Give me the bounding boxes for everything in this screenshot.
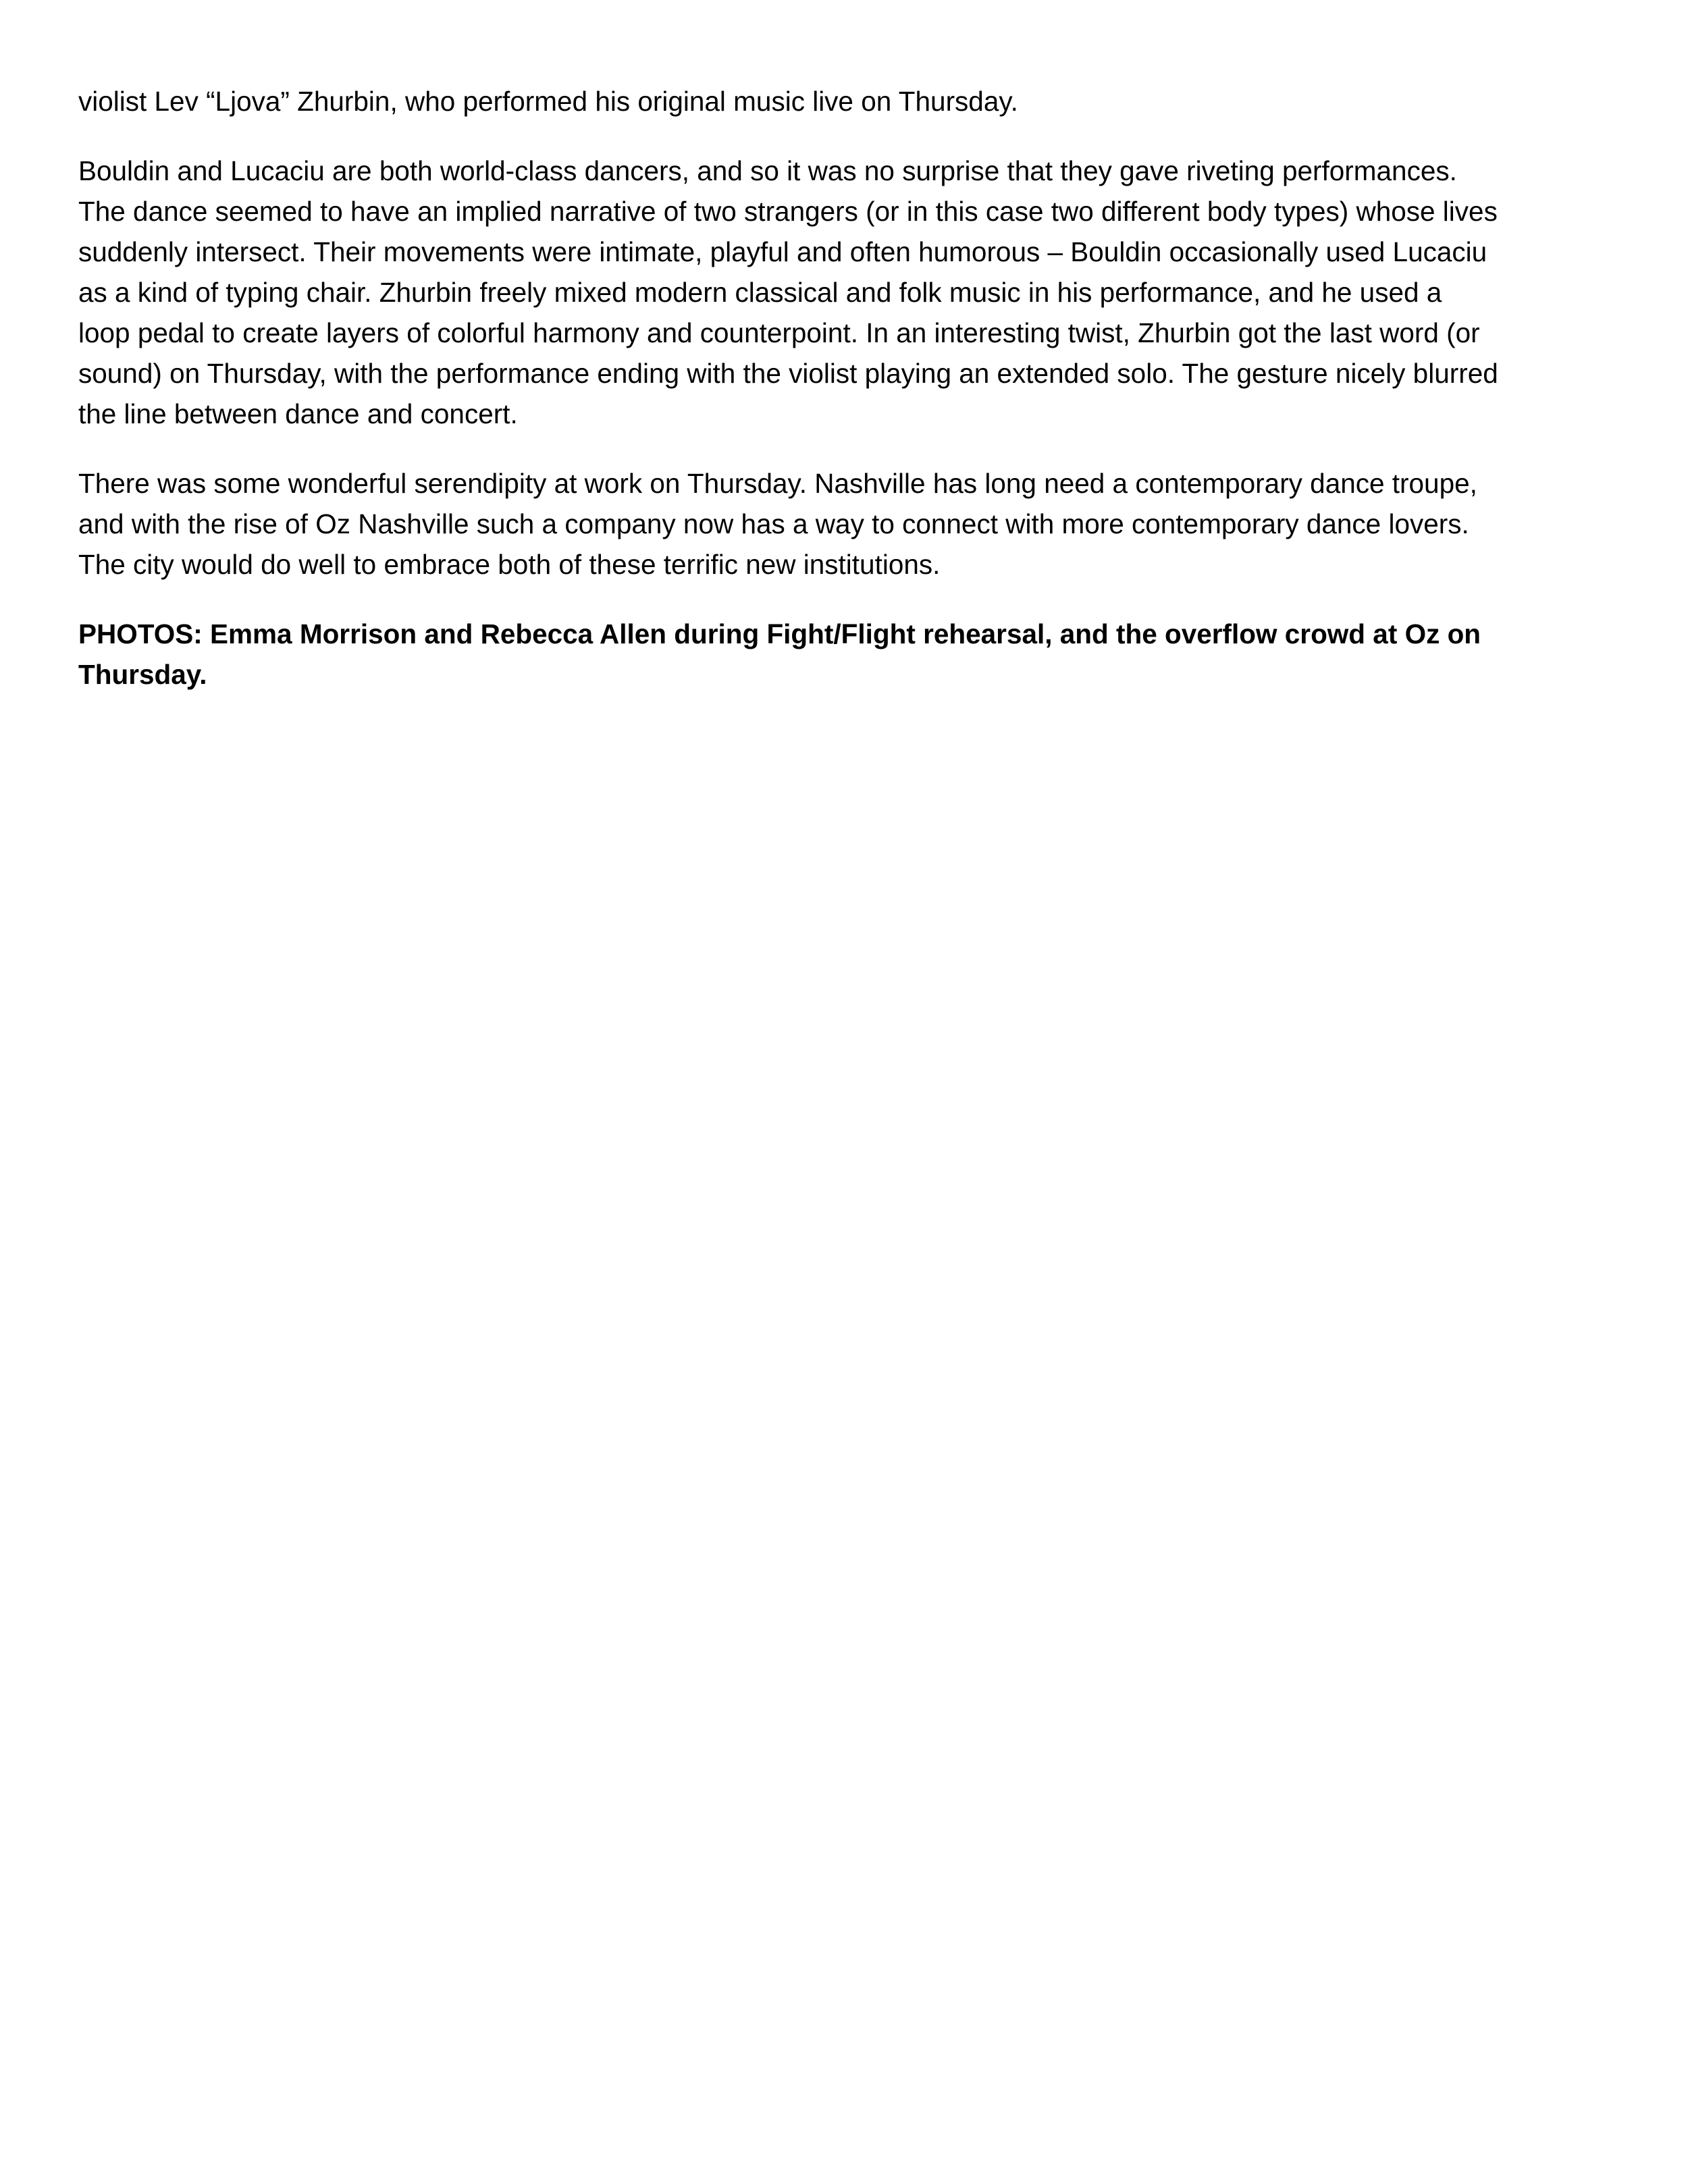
paragraph-continuation: violist Lev “Ljova” Zhurbin, who performed his original music live on Thursday. xyxy=(78,86,1018,117)
paragraph-performance-review: Bouldin and Lucaciu are both world-class dancers, and so it was no surprise that they gave riveting performances. The dance seemed to have an implied narrative of two strangers (or in this case two different body types) whose lives suddenly intersect. Their movements were intimate, playful and often humorous – Bouldin occasionally used Lucaciu as a kind of typing chair. Zhurbin freely mixed modern classical and folk music in his performance, and he used a loop pedal to create layers of colorful harmony and counterpoint. In an interesting twist, Zhurbin got the last word (or sound) on Thursday, with the performance ending with the violist playing an extended solo. The gesture nicely blurred the line between dance and concert. xyxy=(78,155,1498,429)
photo-caption: PHOTOS: Emma Morrison and Rebecca Allen during Fight/Flight rehearsal, and the overflow crowd at Oz on Thursday. xyxy=(78,618,1481,690)
document-page xyxy=(78,81,1611,724)
paragraph-conclusion: There was some wonderful serendipity at work on Thursday. Nashville has long need a contemporary dance troupe, and with the rise of Oz Nashville such a company now has a way to connect with more contemporary dance lovers. The city would do well to embrace both of these terrific new institutions. xyxy=(78,468,1477,580)
